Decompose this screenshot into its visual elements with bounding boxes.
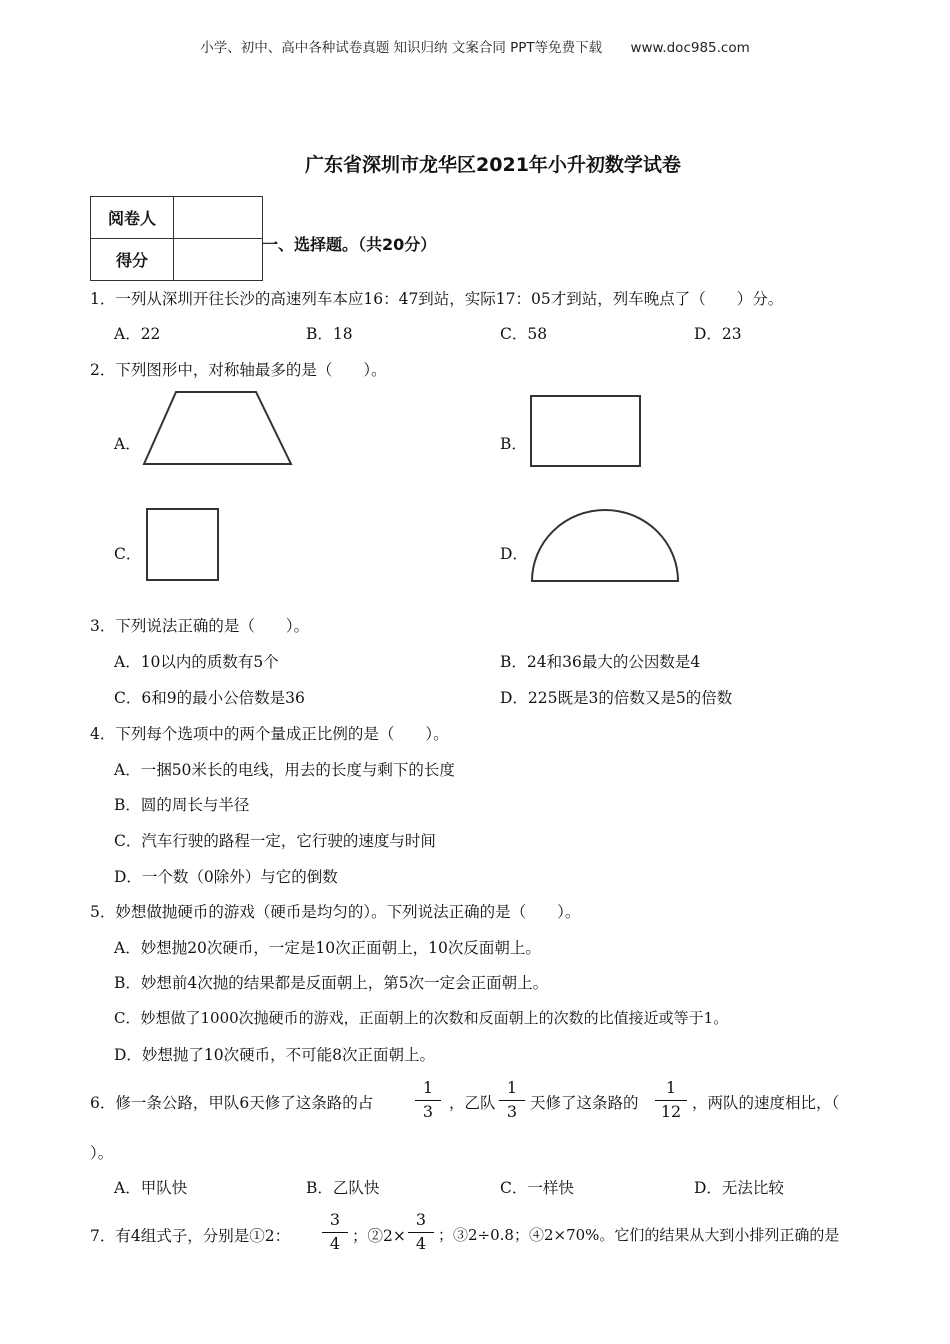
- q5-option-a: A．妙想抛20次硬币，一定是10次正面朝上，10次反面朝上。: [114, 939, 541, 957]
- fraction-denominator: 3: [506, 1102, 518, 1121]
- reviewer-blank: [174, 197, 263, 239]
- fraction-denominator: 4: [329, 1234, 341, 1253]
- question-4: 4．下列每个选项中的两个量成正比例的是（ ）。: [90, 725, 449, 743]
- question-7-part-3: ；③2÷0.8；④2×70%。它们的结果从大到小排列正确的是: [438, 1226, 840, 1244]
- fraction-numerator: 3: [415, 1210, 427, 1229]
- q3-option-a: A．10以内的质数有5个: [114, 653, 279, 671]
- score-label: 得分: [91, 239, 174, 281]
- q3-option-b: B．24和36最大的公因数是4: [500, 653, 701, 671]
- q3-option-c: C．6和9的最小公倍数是36: [114, 689, 305, 707]
- fraction-numerator: 1: [665, 1078, 677, 1097]
- section-heading: 一、选择题。（共20分）: [262, 235, 437, 254]
- header-text: 小学、初中、高中各种试卷真题 知识归纳 文案合同 PPT等免费下载: [200, 40, 603, 56]
- q2-option-a: A．: [114, 435, 141, 453]
- q1-option-a: A．22: [114, 325, 161, 343]
- question-6-part-4: ，两队的速度相比，（: [692, 1094, 840, 1112]
- q2-option-b: B．: [500, 435, 527, 453]
- q4-option-b: B．圆的周长与半径: [114, 796, 250, 814]
- fraction-numerator: 1: [422, 1078, 434, 1097]
- question-1: 1．一列从深圳开往长沙的高速列车本应16：47到站，实际17：05才到站，列车晚点了（ ）分。: [90, 290, 784, 308]
- q4-option-c: C．汽车行驶的路程一定，它行驶的速度与时间: [114, 832, 436, 850]
- question-7-part-2: ；②2×: [352, 1227, 406, 1245]
- q6-option-b: B．乙队快: [306, 1179, 380, 1197]
- q5-option-d: D．妙想抛了10次硬币，不可能8次正面朝上。: [114, 1046, 436, 1064]
- header-url[interactable]: www.doc985.com: [630, 40, 750, 56]
- q7-fraction-2: [408, 1211, 434, 1253]
- question-7-part-1: 7．有4组式子，分别是①2：: [90, 1227, 291, 1245]
- q6-option-c: C．一样快: [500, 1179, 574, 1197]
- q3-option-d: D．225既是3的倍数又是5的倍数: [500, 689, 733, 707]
- page-header: [0, 36, 950, 56]
- q1-option-c: C．58: [500, 325, 548, 343]
- question-2: 2．下列图形中，对称轴最多的是（ ）。: [90, 361, 387, 379]
- trapezoid-shape: [140, 388, 296, 468]
- q1-option-d: D．23: [694, 325, 742, 343]
- q6-fraction-3: [655, 1079, 687, 1121]
- fraction-numerator: 1: [506, 1078, 518, 1097]
- question-5: 5．妙想做抛硬币的游戏（硬币是均匀的）。下列说法正确的是（ ）。: [90, 903, 581, 921]
- q6-option-d: D．无法比较: [694, 1179, 784, 1197]
- q5-option-b: B．妙想前4次抛的结果都是反面朝上，第5次一定会正面朝上。: [114, 974, 549, 992]
- page-title: 广东省深圳市龙华区2021年小升初数学试卷: [305, 154, 681, 176]
- q6-option-a: A．甲队快: [114, 1179, 188, 1197]
- question-6-part-2: ，乙队: [449, 1094, 496, 1112]
- question-3: 3．下列说法正确的是（ ）。: [90, 617, 310, 635]
- question-6-part-3: 天修了这条路的: [530, 1094, 639, 1112]
- score-table: [90, 196, 263, 281]
- q6-fraction-1: [415, 1079, 441, 1121]
- rectangle-shape: [528, 393, 643, 468]
- q2-option-d: D．: [500, 545, 528, 563]
- score-blank: [174, 239, 263, 281]
- question-6-continuation: ）。: [90, 1144, 114, 1162]
- q6-fraction-2: [499, 1079, 525, 1121]
- fraction-denominator: 12: [660, 1102, 682, 1121]
- question-6-part-1: 6．修一条公路，甲队6天修了这条路的占: [90, 1094, 374, 1112]
- reviewer-label: 阅卷人: [91, 197, 174, 239]
- square-shape: [144, 506, 222, 584]
- fraction-denominator: 4: [415, 1234, 427, 1253]
- fraction-numerator: 3: [329, 1210, 341, 1229]
- q7-fraction-1: [322, 1211, 348, 1253]
- fraction-denominator: 3: [422, 1102, 434, 1121]
- q4-option-a: A．一捆50米长的电线，用去的长度与剩下的长度: [114, 761, 455, 779]
- q1-option-b: B．18: [306, 325, 353, 343]
- q5-option-c: C．妙想做了1000次抛硬币的游戏，正面朝上的次数和反面朝上的次数的比值接近或等于1。: [114, 1009, 729, 1027]
- semicircle-shape: [528, 506, 682, 586]
- q4-option-d: D．一个数（0除外）与它的倒数: [114, 868, 338, 886]
- q2-option-c: C．: [114, 545, 142, 563]
